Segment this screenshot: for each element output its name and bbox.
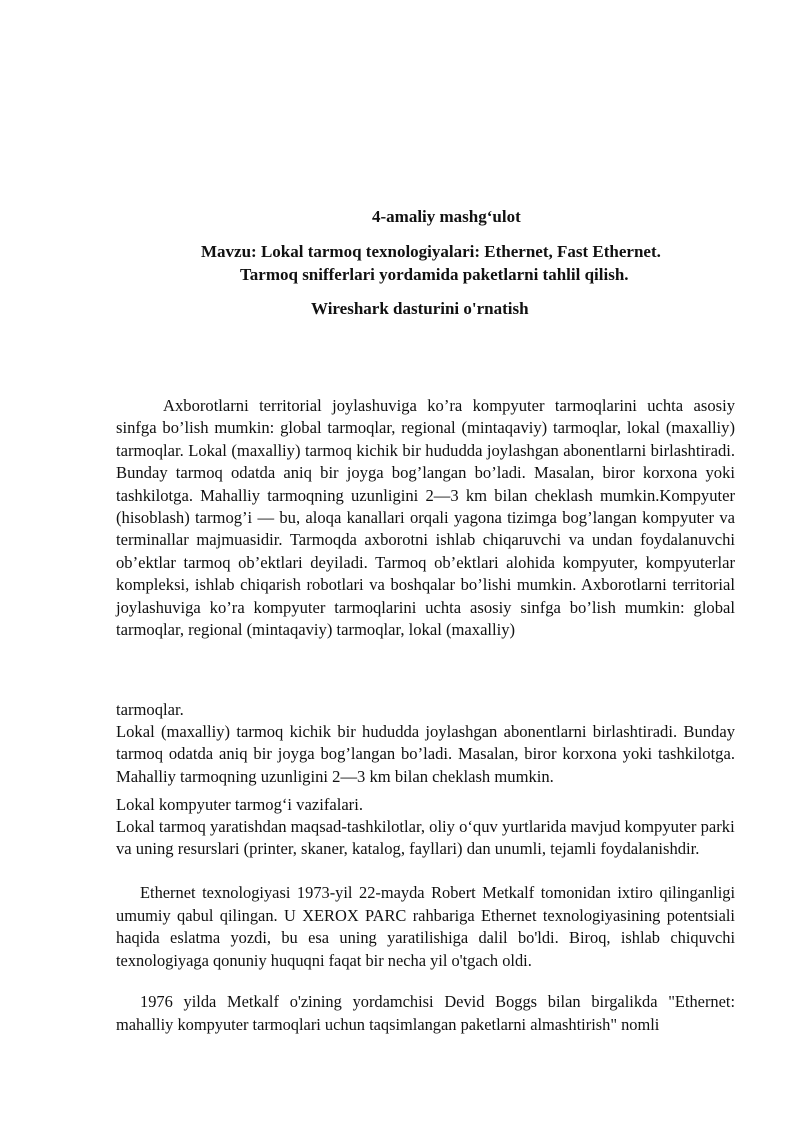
paragraph-local-network: Lokal (maxalliy) tarmoq kichik bir hududda joylashgan abonentlarni birlashtiradi. Bunday tarmoq odatda aniq bir joyga bog’langan bo’ladi. Masalan, biror korxona yoki tashkilotga. Mahalliy tarmoqning uzunligini 2—3 km bilan cheklash mumkin.: [116, 722, 735, 786]
practice-title: 4-amaliy mashg‘ulot: [372, 207, 521, 226]
paragraph-ethernet-history: Ethernet texnologiyasi 1973-yil 22-mayda Robert Metkalf tomonidan ixtiro qilinganligi umumiy qabul qilingan. U XEROX PARC rahbariga Ethernet texnologiyasining potentsiali haqida eslatma yozdi, bu esa uning yaratilishiga dalil bo'ldi. Biroq, ishlab chiquvchi texnologiyaga qonuniy huquqni faqat bir necha yil o'tgach oldi.: [116, 883, 735, 970]
paragraph-metcalfe-boggs: 1976 yilda Metkalf o'zining yordamchisi Devid Boggs bilan birgalikda "Ethernet: mahalliy kompyuter tarmoqlari uchun taqsimlangan paketlarni almashtirish" nomli: [116, 992, 735, 1034]
paragraph-network-classes: Axborotlarni territorial joylashuviga ko’ra kompyuter tarmoqlarini uchta asosiy sinfga bo’lish mumkin: global tarmoqlar, regional (mintaqaviy) tarmoqlar, lokal (maxalliy) tarmoqlar. Lokal (maxalliy) tarmoq kichik bir hududda joylashgan abonentlarni birlashtiradi. Bunday tarmoq odatda aniq bir joyga bog’langan bo’ladi. Masalan, biror korxona yoki tashkilotga. Mahalliy tarmoqning uzunligini 2—3 km bilan cheklash mumkin.Kompyuter (hisoblash) tarmog’i — bu, aloqa kanallari orqali yagona tizimga bog’langan kompyuter va terminallar majmuasidir. Tarmoqda axborotni ishlab chiqaruvchi va undan foydalanuvchi ob’ektlar tarmoq ob’ektlari deyiladi. Tarmoq ob’ektlari alohida kompyuter, kompyuterlar kompleksi, ishlab chiqarish robotlari va boshqalar bo’lishi mumkin. Axborotlarni territorial joylashuviga ko’ra kompyuter tarmoqlarini uchta asosiy sinfga bo’lish mumkin: global tarmoqlar, regional (mintaqaviy) tarmoqlar, lokal (maxalliy): [116, 396, 735, 640]
topic-title-line-2: Tarmoq snifferlari yordamida paketlarni tahlil qilish.: [240, 265, 629, 284]
topic-title-line-1: Mavzu: Lokal tarmoq texnologiyalari: Ethernet, Fast Ethernet.: [201, 242, 661, 261]
paragraph-local-network-purpose: Lokal tarmoq yaratishdan maqsad-tashkilotlar, oliy o‘quv yurtlarida mavjud kompyuter parki va uning resurslari (printer, skaner, katalog, fayllari) dan unumli, tejamli foydalanishdir.: [116, 817, 735, 859]
paragraph-tarmoqlar: tarmoqlar.: [116, 700, 184, 719]
section-subtitle: Wireshark dasturini o'rnatish: [311, 299, 529, 318]
paragraph-local-network-tasks: Lokal kompyuter tarmog‘i vazifalari.: [116, 795, 363, 814]
